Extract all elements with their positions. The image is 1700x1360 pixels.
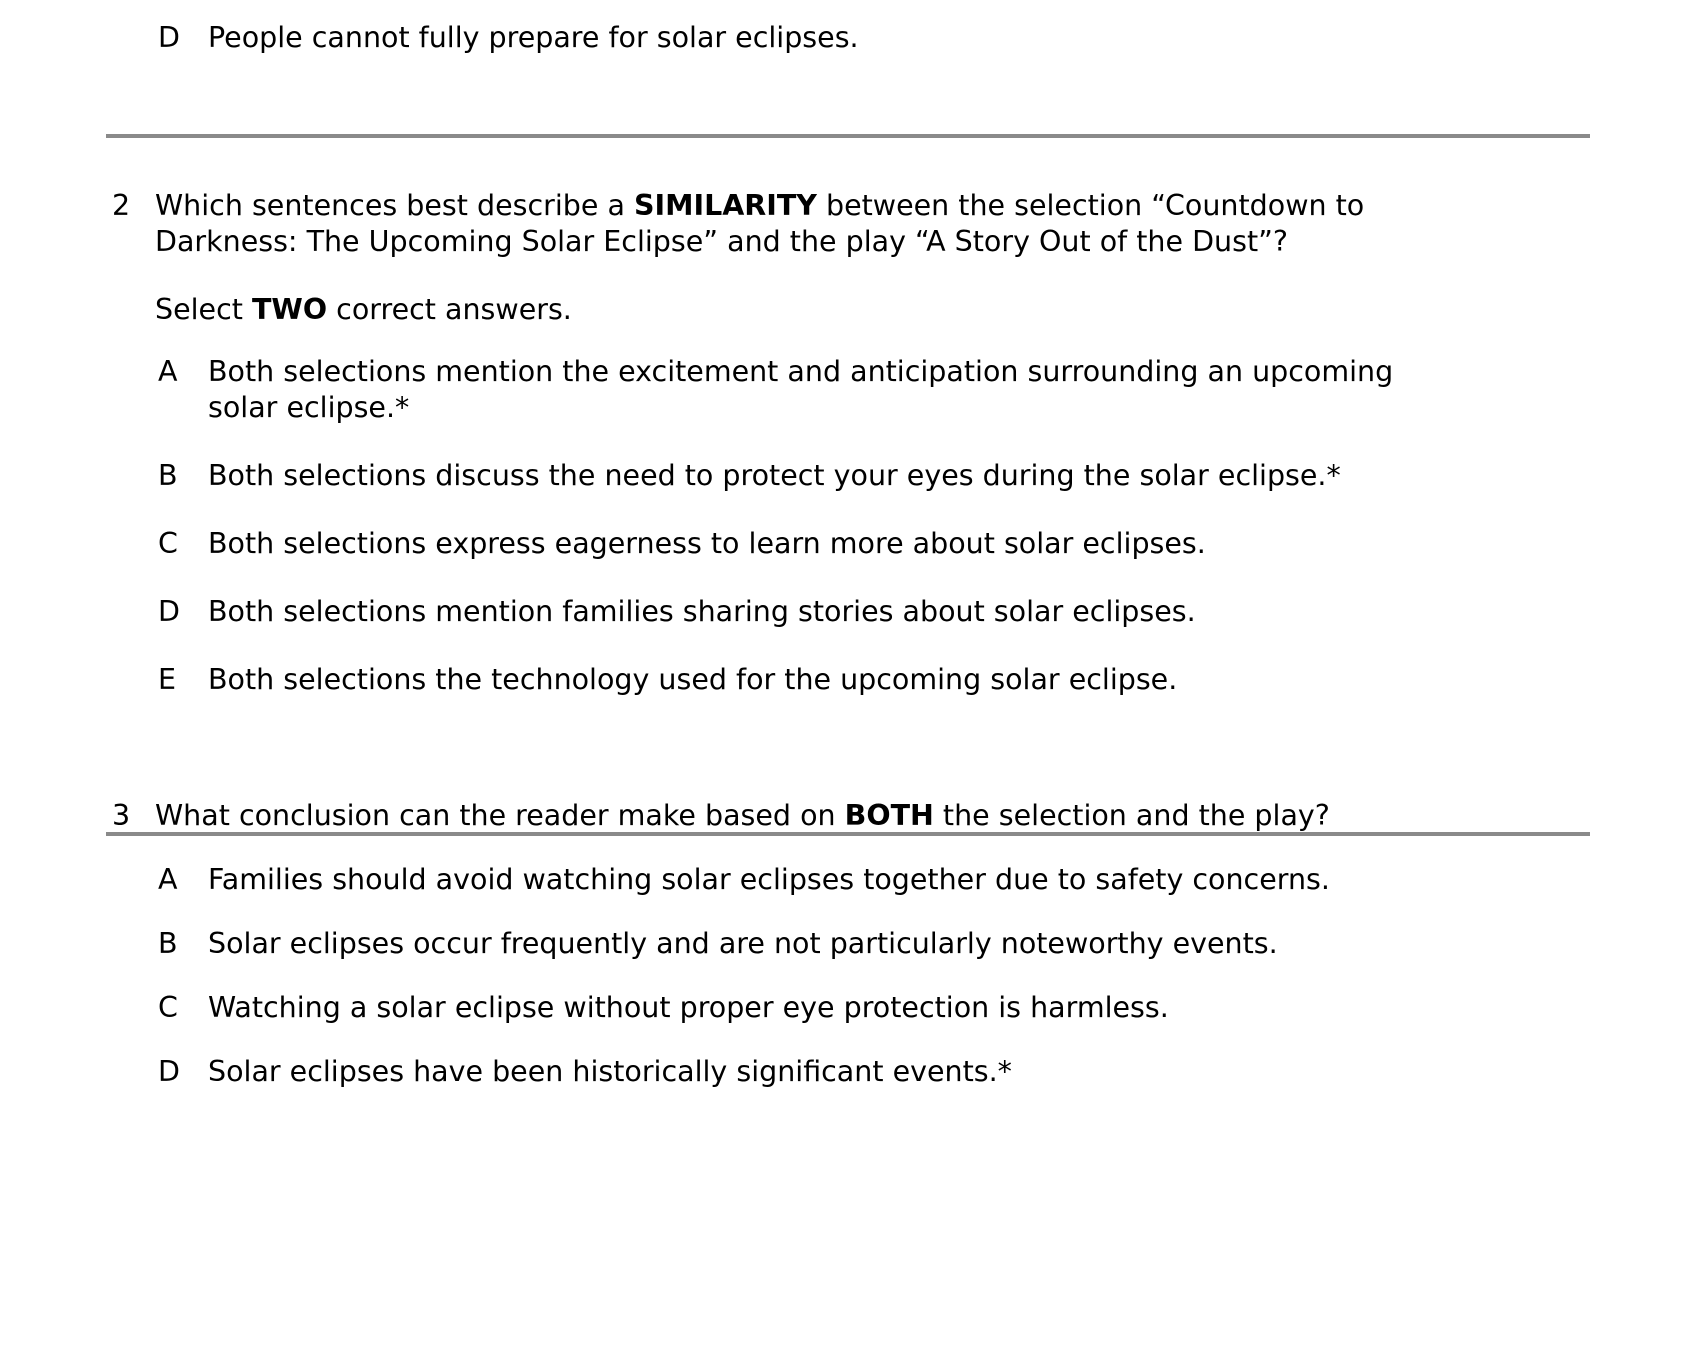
question-stem <box>155 798 1403 834</box>
question-2-options <box>112 354 1592 698</box>
instruction-part-2: correct answers. <box>327 293 572 326</box>
option-text: Both selections mention the excitement and anticipation surrounding an upcoming solar eclipse.* <box>208 355 1394 424</box>
option-row-d[interactable] <box>112 1054 1592 1090</box>
section-divider-1 <box>106 134 1590 138</box>
question-stem-emphasis: BOTH <box>844 799 934 832</box>
option-letter: A <box>158 863 178 896</box>
option-letter: B <box>158 459 178 492</box>
option-text: Both selections mention families sharing stories about solar eclipses. <box>208 595 1196 628</box>
option-row-b[interactable] <box>112 458 1592 494</box>
option-letter: B <box>158 927 178 960</box>
option-letter: D <box>158 1055 180 1088</box>
option-text: Both selections express eagerness to learn more about solar eclipses. <box>208 527 1206 560</box>
instruction-emphasis: TWO <box>251 293 328 326</box>
option-letter: E <box>158 663 177 696</box>
option-row-a[interactable] <box>112 862 1592 898</box>
question-stem-part-1: Which sentences best describe a <box>155 189 634 222</box>
question-3-header <box>112 798 1592 834</box>
question-stem-part-2: the selection and the play? <box>933 799 1330 832</box>
option-row-a[interactable] <box>112 354 1592 426</box>
question-stem-part-2: between the selection “Countdown to Darkness: The Upcoming Solar Eclipse” and the play “A Story Out of the Dust”? <box>155 189 1365 258</box>
select-two-instruction <box>155 292 1592 328</box>
option-text: Solar eclipses have been historically significant events.* <box>208 1055 1012 1088</box>
instruction-part-1: Select <box>155 293 252 326</box>
question-stem-part-1: What conclusion can the reader make based on <box>155 799 845 832</box>
option-letter: C <box>158 527 178 560</box>
option-letter: D <box>158 21 180 54</box>
option-letter: C <box>158 991 178 1024</box>
question-3-options <box>112 862 1592 1090</box>
option-text: Solar eclipses occur frequently and are not particularly noteworthy events. <box>208 927 1278 960</box>
option-row-b[interactable] <box>112 926 1592 962</box>
option-text: Watching a solar eclipse without proper eye protection is harmless. <box>208 991 1169 1024</box>
option-text: Both selections the technology used for the upcoming solar eclipse. <box>208 663 1178 696</box>
question-number: 2 <box>112 189 131 222</box>
option-text: Both selections discuss the need to protect your eyes during the solar eclipse.* <box>208 459 1341 492</box>
option-row-c[interactable] <box>112 526 1592 562</box>
question-stem <box>155 188 1403 260</box>
orphan-option-d <box>158 20 1588 56</box>
option-row-d[interactable] <box>112 594 1592 630</box>
option-letter: A <box>158 355 178 388</box>
option-text: People cannot fully prepare for solar eclipses. <box>208 21 859 54</box>
question-block-2 <box>112 188 1592 698</box>
option-text: Families should avoid watching solar eclipses together due to safety concerns. <box>208 863 1330 896</box>
option-row-c[interactable] <box>112 990 1592 1026</box>
question-block-3 <box>112 798 1592 1090</box>
question-2-header <box>112 188 1592 260</box>
option-row-e[interactable] <box>112 662 1592 698</box>
question-stem-emphasis: SIMILARITY <box>633 189 817 222</box>
question-number: 3 <box>112 799 131 832</box>
option-letter: D <box>158 595 180 628</box>
